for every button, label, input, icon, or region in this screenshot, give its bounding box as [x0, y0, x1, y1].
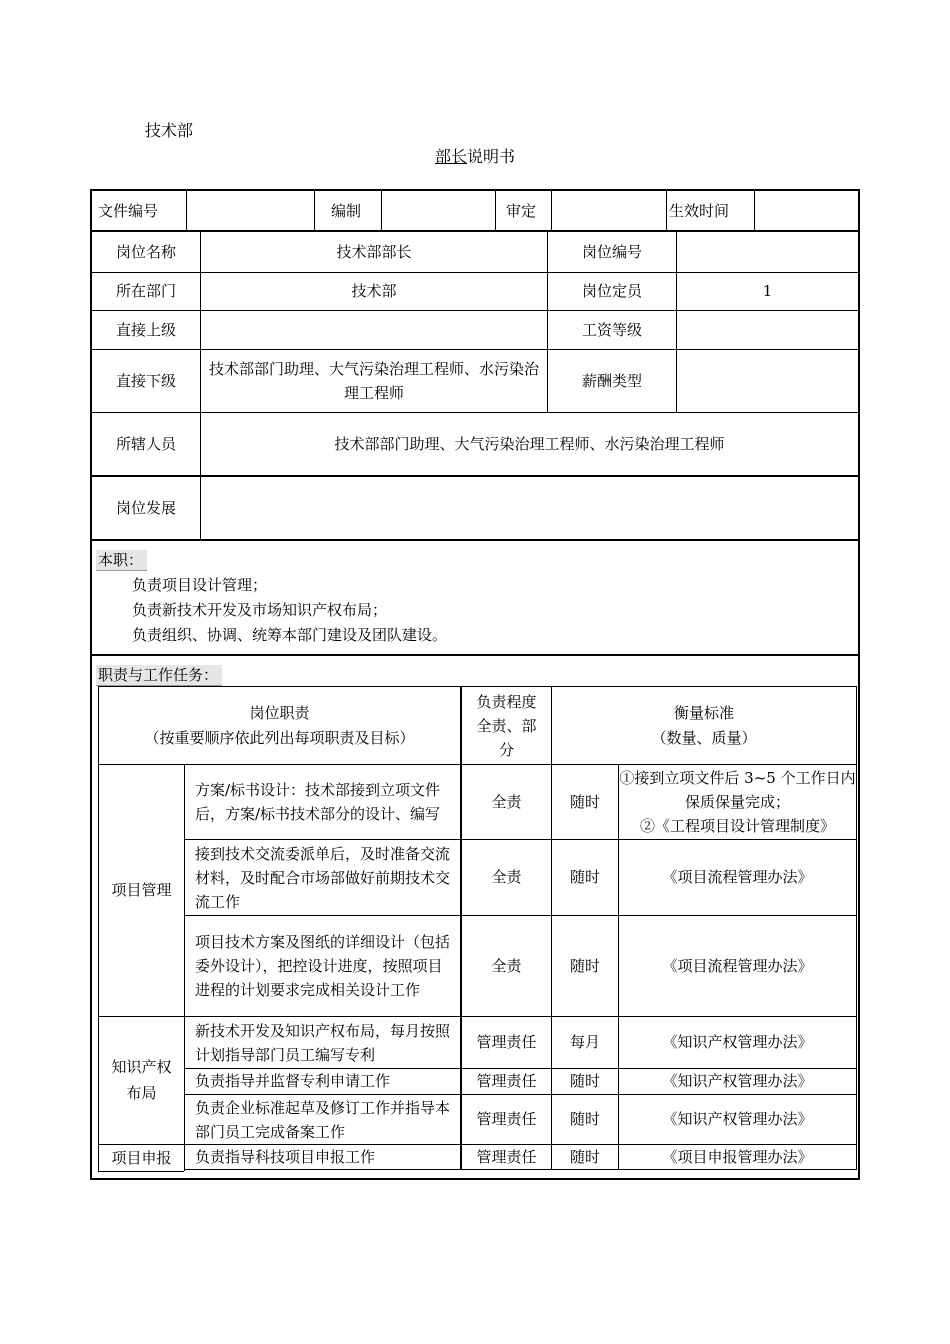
- compiled-label: 编制: [331, 201, 362, 220]
- position-name: 技术部部长: [336, 242, 412, 261]
- development-label: 岗位发展: [115, 498, 176, 517]
- col-duty-sub: （按重要顺序依此列出每项职责及目标）: [144, 728, 415, 747]
- task-freq: 每月: [569, 1033, 600, 1052]
- task-item: 负责指导科技项目申报工作: [195, 1147, 376, 1166]
- task-std: 《项目流程管理办法》: [662, 868, 813, 887]
- staff: 技术部部门助理、大气污染治理工程师、水污染治理工程师: [334, 434, 725, 453]
- task-std: 《知识产权管理办法》: [662, 1033, 813, 1052]
- task-freq: 随时: [569, 1072, 600, 1091]
- position-name-label: 岗位名称: [115, 242, 176, 261]
- task-resp: 全责: [491, 792, 522, 811]
- task-std: [619, 765, 856, 839]
- task-std: 《项目流程管理办法》: [662, 956, 813, 975]
- staff-label: 所辖人员: [115, 434, 176, 453]
- wage-grade-label: 工资等级: [581, 320, 642, 339]
- position-no-label: 岗位编号: [581, 242, 642, 261]
- tasks-heading: 职责与工作任务：: [96, 665, 222, 686]
- document-title: [0, 144, 950, 167]
- core-duty-heading: 本职：: [96, 550, 147, 571]
- task-std-line: ①接到立项文件后 3~5 个工作日内保质保量完成；: [619, 769, 856, 811]
- col-std-title: 衡量标准: [673, 703, 734, 722]
- task-freq: 随时: [569, 1110, 600, 1129]
- subordinate-label: 直接下级: [115, 371, 176, 390]
- col-std-header: [552, 687, 856, 764]
- salary-type-label: 薪酬类型: [581, 371, 642, 390]
- core-duty-line: 负责新技术开发及市场知识产权布局；: [132, 601, 388, 619]
- position-no: [677, 232, 858, 272]
- file-no-label: 文件编号: [98, 201, 159, 220]
- task-resp: 管理责任: [476, 1147, 537, 1166]
- core-duty-line: 负责项目设计管理；: [132, 576, 268, 594]
- headcount-label: 岗位定员: [581, 282, 642, 301]
- task-item: 新技术开发及知识产权布局，每月按照计划指导部门员工编写专利: [195, 1021, 451, 1064]
- task-freq: 随时: [569, 956, 600, 975]
- group-ip-layout: 知识产权布局: [111, 1058, 172, 1102]
- dept-label: 所在部门: [115, 282, 176, 301]
- col-duty-title: 岗位职责: [249, 703, 310, 722]
- effective-label: 生效时间: [669, 201, 730, 220]
- task-item: 方案/标书设计：技术部接到立项文件后，方案/标书技术部分的设计、编写: [195, 781, 441, 823]
- superior: [201, 311, 547, 349]
- task-freq: 随时: [569, 868, 600, 887]
- salary-type: [677, 350, 858, 412]
- development: [201, 477, 858, 539]
- title-rest: 说明书: [467, 147, 516, 166]
- task-resp: 全责: [491, 956, 522, 975]
- task-item: 接到技术交流委派单后，及时准备交流材料，及时配合市场部做好前期技术交流工作: [195, 844, 451, 911]
- headcount: 1: [762, 282, 773, 301]
- task-resp: 管理责任: [476, 1110, 537, 1129]
- task-std: 《知识产权管理办法》: [662, 1072, 813, 1091]
- core-duty-line: 负责组织、协调、统筹本部门建设及团队建设。: [132, 626, 448, 644]
- subordinate: 技术部部门助理、大气污染治理工程师、水污染治理工程师: [208, 360, 539, 402]
- col-duty-header: [99, 687, 460, 764]
- superior-label: 直接上级: [115, 320, 176, 339]
- compiled-value: [382, 191, 495, 231]
- title-underlined: 部长: [434, 147, 467, 166]
- task-std: 《知识产权管理办法》: [662, 1110, 813, 1129]
- group-project-management: 项目管理: [111, 881, 172, 900]
- group-project-application: 项目申报: [111, 1148, 172, 1167]
- task-freq: 随时: [569, 1147, 600, 1166]
- task-item: 项目技术方案及图纸的详细设计（包括委外设计），把控设计进度，按照项目进程的计划要求完成相关设计工作: [195, 933, 451, 999]
- task-freq: 随时: [569, 792, 600, 811]
- effective-value: [755, 191, 858, 231]
- dept: 技术部: [351, 282, 397, 301]
- approved-label: 审定: [506, 201, 537, 220]
- col-std-sub: （数量、质量）: [651, 728, 757, 747]
- approved-value: [552, 191, 666, 231]
- task-resp: 管理责任: [476, 1033, 537, 1052]
- wage-grade: [677, 311, 858, 349]
- task-resp: 全责: [491, 868, 522, 887]
- task-resp: 管理责任: [476, 1072, 537, 1091]
- col-resp-header: 负责程度全责、部分: [476, 692, 537, 759]
- task-std: 《项目申报管理办法》: [662, 1147, 813, 1166]
- task-std-line: ②《工程项目设计管理制度》: [639, 817, 835, 835]
- department-label: 技术部: [145, 121, 194, 140]
- file-no-value: [187, 191, 314, 231]
- task-item: 负责指导并监督专利申请工作: [195, 1072, 391, 1091]
- task-item: 负责企业标准起草及修订工作并指导本部门员工完成备案工作: [195, 1098, 451, 1141]
